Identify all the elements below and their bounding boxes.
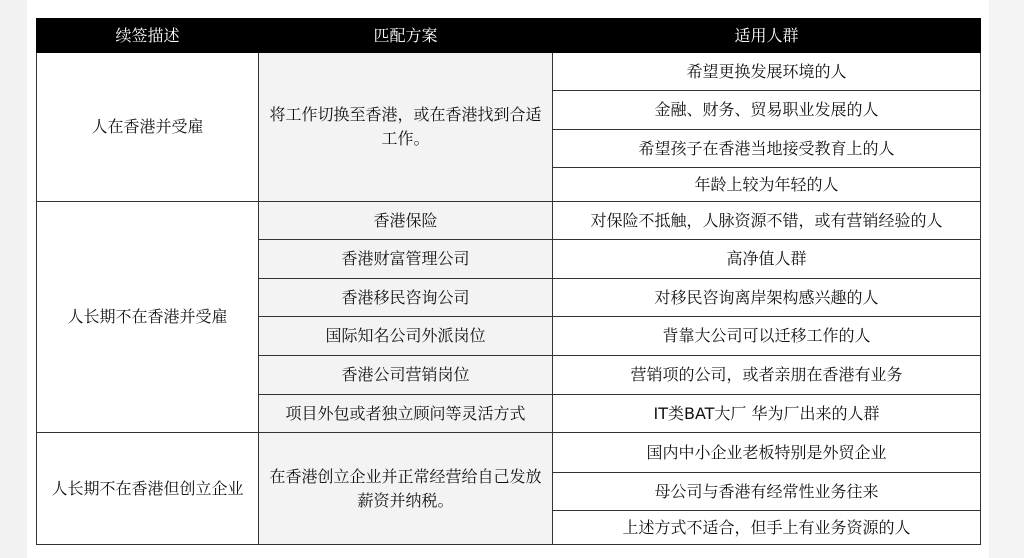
group-description: 人在香港并受雇 <box>37 53 259 202</box>
audience-cell: 金融、财务、贸易职业发展的人 <box>553 91 981 130</box>
audience-cell: 对保险不抵触，人脉资源不错，或有营销经验的人 <box>553 202 981 240</box>
header-description: 续签描述 <box>37 19 259 53</box>
audience-cell: 希望孩子在香港当地接受教育上的人 <box>553 130 981 168</box>
audience-cell: 对移民咨询离岸架构感兴趣的人 <box>553 279 981 317</box>
plan-cell: 香港移民咨询公司 <box>259 279 553 317</box>
right-margin-strip <box>989 0 1024 558</box>
audience-cell: 年龄上较为年轻的人 <box>553 168 981 202</box>
audience-cell: 希望更换发展环境的人 <box>553 53 981 91</box>
header-plan: 匹配方案 <box>259 19 553 53</box>
plan-cell: 项目外包或者独立顾问等灵活方式 <box>259 395 553 433</box>
table-row <box>37 433 981 473</box>
plan-cell: 香港保险 <box>259 202 553 240</box>
group-plan: 将工作切换至香港，或在香港找到合适工作。 <box>259 53 553 202</box>
table-row <box>37 53 981 91</box>
table-row <box>37 202 981 240</box>
visa-renewal-table <box>36 18 981 545</box>
audience-cell: 国内中小企业老板特别是外贸企业 <box>553 433 981 473</box>
group-plan: 在香港创立企业并正常经营给自己发放薪资并纳税。 <box>259 433 553 545</box>
audience-cell: 上述方式不适合，但手上有业务资源的人 <box>553 511 981 545</box>
audience-cell: 母公司与香港有经常性业务往来 <box>553 473 981 511</box>
audience-cell: IT类BAT大厂 华为厂出来的人群 <box>553 395 981 433</box>
audience-cell: 营销项的公司，或者亲朋在香港有业务 <box>553 356 981 395</box>
plan-cell: 国际知名公司外派岗位 <box>259 317 553 356</box>
audience-cell: 高净值人群 <box>553 240 981 279</box>
group-description: 人长期不在香港但创立企业 <box>37 433 259 545</box>
left-margin-strip <box>0 0 27 558</box>
audience-cell: 背靠大公司可以迁移工作的人 <box>553 317 981 356</box>
group-description: 人长期不在香港并受雇 <box>37 202 259 433</box>
plan-cell: 香港公司营销岗位 <box>259 356 553 395</box>
plan-cell: 香港财富管理公司 <box>259 240 553 279</box>
header-row <box>37 19 981 53</box>
header-audience: 适用人群 <box>553 19 981 53</box>
